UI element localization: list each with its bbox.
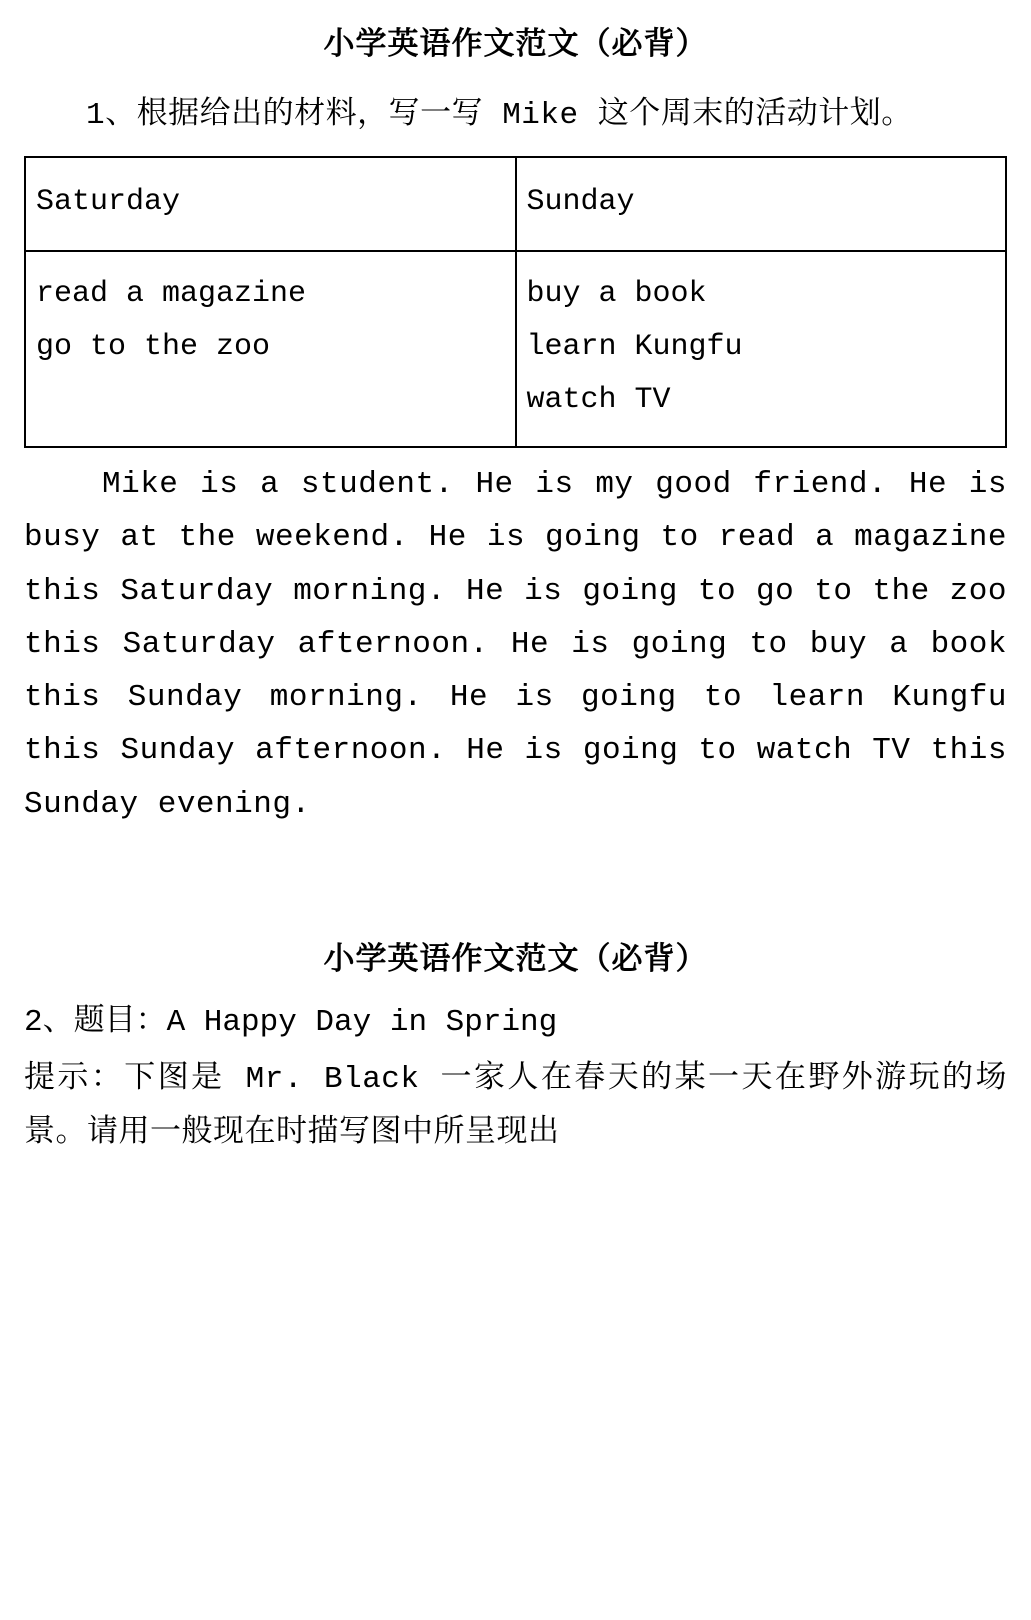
activity-item: read a magazine xyxy=(36,276,307,311)
table-header-sunday: Sunday xyxy=(516,157,1007,250)
activity-item: go to the zoo xyxy=(36,330,271,365)
section-spacer xyxy=(24,837,1007,933)
prompt-question-2: 2、题目：A Happy Day in Spring xyxy=(24,1005,558,1041)
sample-essay-1: Mike is a student. He is my good friend. He is busy at the weekend. He is going to read a magazine this Saturday morning. He is going to go to the zoo this Saturday afternoon. He is going to buy a book this Sunday morning. He is going to learn Kungfu this Sunday afternoon. He is going to watch TV this Sunday evening. xyxy=(24,466,1007,822)
prompt-hint-2: 提示：下图是 Mr. Black 一家人在春天的某一天在野外游玩的场景。请用一般现在时描写图中所呈现出 xyxy=(24,1062,1007,1151)
table-row xyxy=(25,157,1006,250)
section-title-2: 小学英语作文范文（必背） xyxy=(323,941,708,977)
prompt-question-1: 1、根据给出的材料，写一写 Mike 这个周末的活动计划。 xyxy=(86,98,913,133)
table-cell-sunday-activities xyxy=(516,251,1007,447)
table-row xyxy=(25,251,1006,447)
activity-item: learn Kungfu xyxy=(526,330,743,365)
table-header-saturday: Saturday xyxy=(25,157,516,250)
page-title: 小学英语作文范文（必背） xyxy=(323,26,708,61)
activity-item: buy a book xyxy=(526,276,707,311)
activity-item: watch TV xyxy=(526,383,671,418)
table-cell-saturday-activities xyxy=(25,251,516,447)
weekend-plan-table xyxy=(24,156,1007,448)
